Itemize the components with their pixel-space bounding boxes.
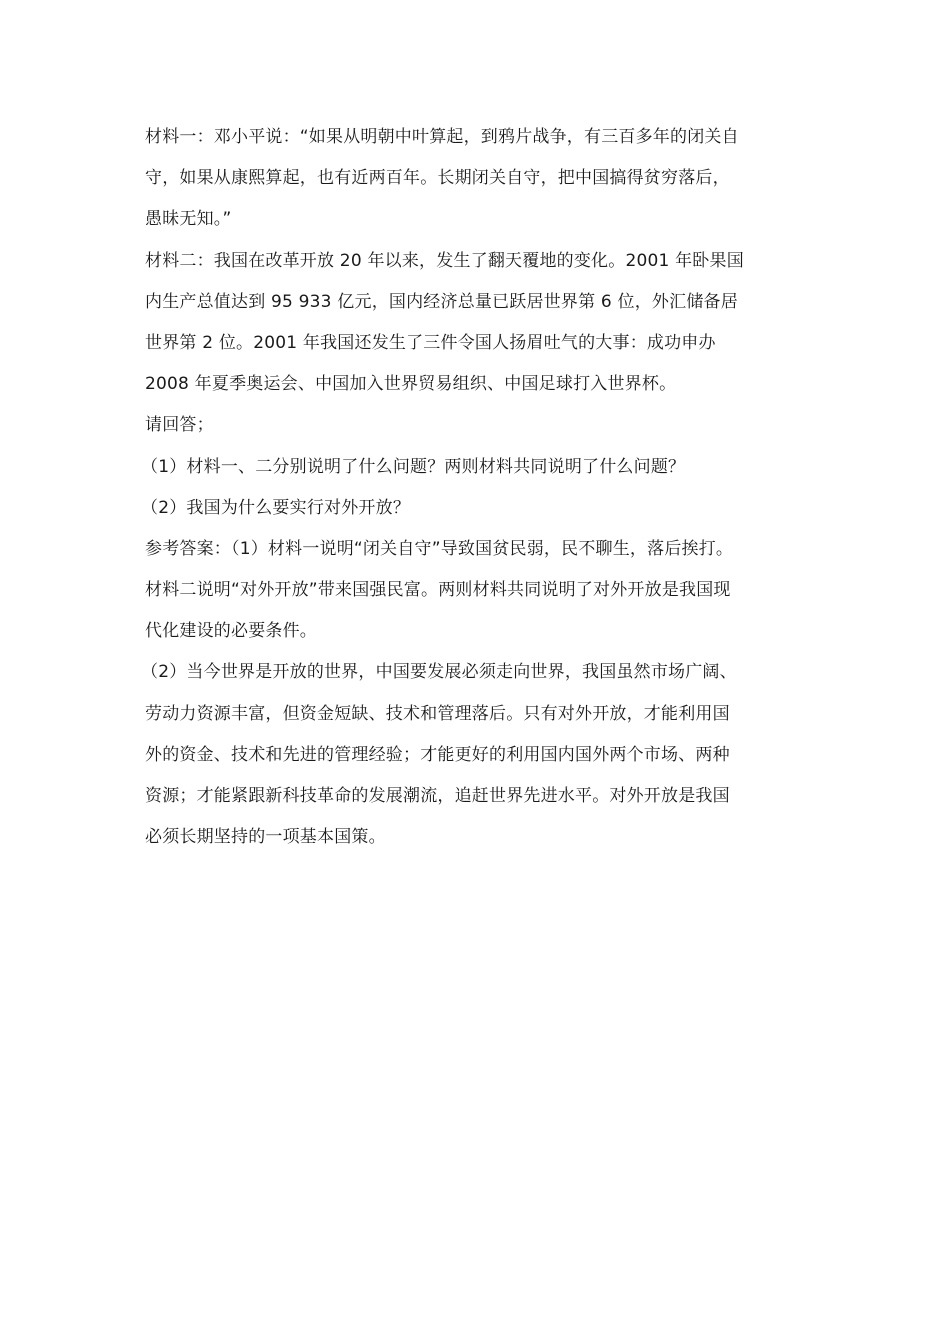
- answer-two-paragraph: [141, 652, 810, 858]
- text-line: 材料一：邓小平说：“如果从明朝中叶算起，到鸦片战争，有三百多年的闭关自: [145, 127, 739, 147]
- text-line: 代化建设的必要条件。: [145, 621, 317, 642]
- text-line: 资源；才能紧跟新科技革命的发展潮流，追赶世界先进水平。对外开放是我国: [145, 786, 730, 806]
- question-two: （2）我国为什么要实行对外开放？: [141, 497, 411, 518]
- text-line: 内生产总值达到 95 933 亿元，国内经济总量已跃居世界第 6 位，外汇储备居: [145, 291, 738, 312]
- material-one-paragraph: [145, 117, 810, 241]
- answer-one-paragraph: [145, 529, 810, 653]
- text-line: 2008 年夏季奥运会、中国加入世界贸易组织、中国足球打入世界杯。: [145, 374, 677, 395]
- text-line: 外的资金、技术和先进的管理经验；才能更好的利用国内国外两个市场、两种: [145, 744, 730, 765]
- text-line: 愚昧无知。”: [145, 209, 232, 230]
- question-one: （1）材料一、二分别说明了什么问题？两则材料共同说明了什么问题？: [141, 456, 686, 477]
- text-line: 守，如果从康熙算起，也有近两百年。长期闭关自守，把中国搞得贫穷落后，: [145, 168, 730, 189]
- text-line: 参考答案：（1）材料一说明“闭关自守”导致国贫民弱，民不聊生，落后挨打。: [145, 538, 734, 559]
- text-line: 材料二说明“对外开放”带来国强民富。两则材料共同说明了对外开放是我国现: [145, 580, 731, 601]
- text-line: 世界第 2 位。2001 年我国还发生了三件令国人扬眉吐气的大事：成功申办: [145, 332, 716, 353]
- document-body: [141, 117, 810, 858]
- text-line: 劳动力资源丰富，但资金短缺、技术和管理落后。只有对外开放，才能利用国: [145, 703, 730, 724]
- text-line: 必须长期坚持的一项基本国策。: [145, 827, 386, 848]
- material-two-paragraph: [145, 241, 810, 406]
- answer-prompt: 请回答；: [145, 415, 214, 436]
- text-line: （2）当今世界是开放的世界，中国要发展必须走向世界，我国虽然市场广阔、: [141, 662, 737, 683]
- text-line: 材料二：我国在改革开放 20 年以来，发生了翻天覆地的变化。2001 年卧果国: [145, 250, 744, 271]
